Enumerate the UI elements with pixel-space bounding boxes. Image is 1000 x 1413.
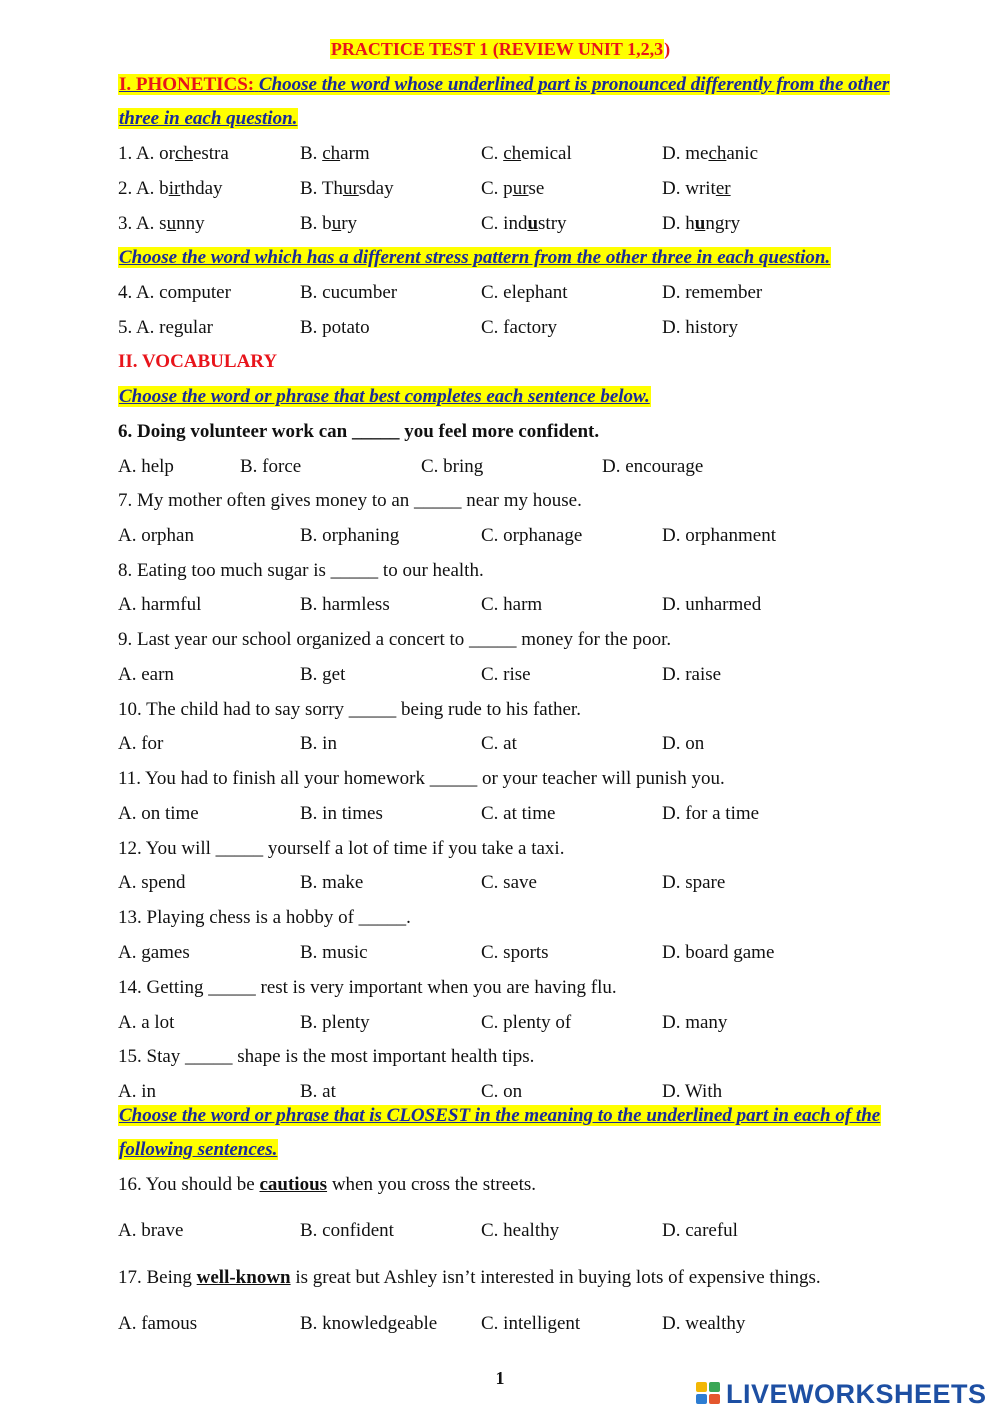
q1-c-underlined: ch bbox=[503, 143, 522, 164]
q3-b-pre: B. b bbox=[300, 213, 332, 234]
q17-option-a[interactable]: A. famous bbox=[118, 1313, 198, 1334]
phonetics-instruction-a: Choose the word whose underlined part is pronounced differently from the other bbox=[258, 74, 890, 95]
q16-option-a[interactable]: A. brave bbox=[118, 1220, 184, 1241]
q2-option-c[interactable] bbox=[481, 174, 544, 204]
q1-b-underlined: ch bbox=[322, 143, 341, 164]
q14-option-a[interactable]: A. a lot bbox=[118, 1012, 175, 1033]
q15-option-d[interactable]: D. With bbox=[662, 1081, 723, 1102]
q1-c-post: emical bbox=[521, 143, 572, 164]
q3-b-post: ry bbox=[341, 213, 358, 234]
q10-option-a[interactable]: A. for bbox=[118, 733, 164, 754]
q6-option-c[interactable]: C. bring bbox=[421, 456, 484, 477]
phonetics-instruction-line2-row bbox=[118, 104, 298, 134]
q14-stem: 14. Getting _____ rest is very important when you are having flu. bbox=[118, 977, 617, 998]
q11-option-c[interactable]: C. at time bbox=[481, 803, 556, 824]
q2-b-underlined: ur bbox=[342, 178, 359, 199]
q3-b-underlined: u bbox=[331, 213, 342, 234]
vocabulary-instruction-row bbox=[118, 382, 651, 412]
q3-option-b[interactable] bbox=[300, 209, 357, 239]
q7-option-c[interactable]: C. orphanage bbox=[481, 525, 583, 546]
q2-c-underlined: ur bbox=[512, 178, 529, 199]
q1-a-pre: 1. A. or bbox=[118, 143, 175, 164]
q9-option-d[interactable]: D. raise bbox=[662, 664, 722, 685]
liveworksheets-logo[interactable] bbox=[696, 1378, 996, 1410]
q13-option-c[interactable]: C. sports bbox=[481, 942, 549, 963]
q2-c-post: se bbox=[528, 178, 545, 199]
vocabulary-heading-row bbox=[118, 347, 277, 377]
q16-stem bbox=[118, 1170, 536, 1200]
q11-option-d[interactable]: D. for a time bbox=[662, 803, 760, 824]
q2-option-d[interactable] bbox=[662, 174, 731, 204]
q16-key-word: cautious bbox=[259, 1174, 328, 1195]
q10-stem: 10. The child had to say sorry _____ being rude to his father. bbox=[118, 699, 581, 720]
q8-option-b[interactable]: B. harmless bbox=[300, 594, 390, 615]
q12-option-b[interactable]: B. make bbox=[300, 872, 364, 893]
q17-stem-post: is great but Ashley isn’t interested in buying lots of expensive things. bbox=[290, 1267, 821, 1288]
q5-option-c[interactable]: C. factory bbox=[481, 317, 557, 338]
q4-option-b[interactable]: B. cucumber bbox=[300, 282, 398, 303]
q2-a-pre: 2. A. b bbox=[118, 178, 169, 199]
phonetics-instruction-b: three in each question. bbox=[119, 108, 298, 129]
closest-instruction-row2 bbox=[118, 1135, 278, 1165]
q3-d-post: ngry bbox=[705, 213, 741, 234]
q2-option-a[interactable] bbox=[118, 174, 223, 204]
q17-stem-pre: 17. Being bbox=[118, 1267, 197, 1288]
q8-option-c[interactable]: C. harm bbox=[481, 594, 543, 615]
phonetics-heading: I. PHONETICS: bbox=[119, 74, 255, 95]
q8-stem: 8. Eating too much sugar is _____ to our health. bbox=[118, 560, 484, 581]
q12-option-d[interactable]: D. spare bbox=[662, 872, 726, 893]
q3-a-pre: 3. A. s bbox=[118, 213, 167, 234]
q11-stem: 11. You had to finish all your homework _____ or your teacher will punish you. bbox=[118, 768, 725, 789]
q14-option-c[interactable]: C. plenty of bbox=[481, 1012, 572, 1033]
q1-option-b[interactable] bbox=[300, 139, 370, 169]
phonetics-heading-line bbox=[118, 70, 890, 100]
q15-option-b[interactable]: B. at bbox=[300, 1081, 336, 1102]
q16-stem-post: when you cross the streets. bbox=[327, 1174, 537, 1195]
q2-d-pre: D. writ bbox=[662, 178, 716, 199]
q11-option-b[interactable]: B. in times bbox=[300, 803, 383, 824]
q7-option-a[interactable]: A. orphan bbox=[118, 525, 194, 546]
q16-stem-pre: 16. You should be bbox=[118, 1174, 260, 1195]
q7-stem: 7. My mother often gives money to an _____ near my house. bbox=[118, 490, 582, 511]
q7-option-b[interactable]: B. orphaning bbox=[300, 525, 400, 546]
vocabulary-instruction: Choose the word or phrase that best completes each sentence below. bbox=[119, 386, 650, 407]
q5-option-a[interactable]: 5. A. regular bbox=[118, 317, 213, 338]
q2-a-post: thday bbox=[180, 178, 223, 199]
q15-stem: 15. Stay _____ shape is the most important health tips. bbox=[118, 1046, 535, 1067]
q6-stem: 6. Doing volunteer work can _____ you feel more confident. bbox=[118, 421, 600, 442]
q13-stem: 13. Playing chess is a hobby of _____. bbox=[118, 907, 411, 928]
q9-stem: 9. Last year our school organized a concert to _____ money for the poor. bbox=[118, 629, 672, 650]
q1-a-underlined: ch bbox=[175, 143, 193, 164]
closest-instruction-line-a: Choose the word or phrase that is CLOSEST in the meaning to the underlined part in each of the bbox=[119, 1105, 881, 1126]
q1-a-post: estra bbox=[192, 143, 229, 164]
q3-a-post: nny bbox=[176, 213, 205, 234]
q11-option-a[interactable]: A. on time bbox=[118, 803, 199, 824]
vocabulary-heading: II. VOCABULARY bbox=[118, 351, 278, 372]
q3-d-pre: D. h bbox=[662, 213, 695, 234]
q17-option-d[interactable]: D. wealthy bbox=[662, 1313, 746, 1334]
q10-option-d[interactable]: D. on bbox=[662, 733, 705, 754]
q6-option-d[interactable]: D. encourage bbox=[602, 456, 704, 477]
stress-instruction-row bbox=[118, 243, 831, 273]
page-title-text: PRACTICE TEST 1 (REVIEW UNIT 1,2,3 bbox=[330, 39, 664, 59]
q17-key-word: well-known bbox=[196, 1267, 291, 1288]
q3-a-underlined: u bbox=[166, 213, 177, 234]
q1-option-a[interactable] bbox=[118, 139, 229, 169]
closest-instruction-line-b: following sentences. bbox=[119, 1139, 278, 1160]
q12-option-c[interactable]: C. save bbox=[481, 872, 537, 893]
q3-option-c[interactable] bbox=[481, 209, 567, 239]
q13-option-d[interactable]: D. board game bbox=[662, 942, 775, 963]
q1-d-underlined: ch bbox=[708, 143, 727, 164]
q17-stem bbox=[118, 1263, 821, 1293]
q2-option-b[interactable] bbox=[300, 174, 394, 204]
q2-d-underlined: er bbox=[715, 178, 731, 199]
q5-option-b[interactable]: B. potato bbox=[300, 317, 370, 338]
stress-instruction: Choose the word which has a different stress pattern from the other three in each question. bbox=[119, 247, 831, 268]
page-number: 1 bbox=[495, 1368, 505, 1388]
q17-option-c[interactable]: C. intelligent bbox=[481, 1313, 581, 1334]
q1-option-c[interactable] bbox=[481, 139, 572, 169]
phonetics-instruction-line1 bbox=[118, 74, 890, 95]
q15-option-a[interactable]: A. in bbox=[118, 1081, 156, 1102]
q16-option-b[interactable]: B. confident bbox=[300, 1220, 394, 1241]
q13-option-b[interactable]: B. music bbox=[300, 942, 368, 963]
q1-b-post: arm bbox=[340, 143, 370, 164]
q3-option-d[interactable] bbox=[662, 209, 740, 239]
q2-a-underlined: ir bbox=[168, 178, 181, 199]
q15-option-c[interactable]: C. on bbox=[481, 1081, 523, 1102]
q4-option-a[interactable]: 4. A. computer bbox=[118, 282, 231, 303]
q3-option-a[interactable] bbox=[118, 209, 205, 239]
q4-option-c[interactable]: C. elephant bbox=[481, 282, 568, 303]
q14-option-b[interactable]: B. plenty bbox=[300, 1012, 370, 1033]
q10-option-c[interactable]: C. at bbox=[481, 733, 517, 754]
q7-option-d[interactable]: D. orphanment bbox=[662, 525, 776, 546]
q8-option-a[interactable]: A. harmful bbox=[118, 594, 202, 615]
q16-option-c[interactable]: C. healthy bbox=[481, 1220, 560, 1241]
q6-option-b[interactable]: B. force bbox=[240, 456, 302, 477]
q9-option-b[interactable]: B. get bbox=[300, 664, 346, 685]
q13-option-a[interactable]: A. games bbox=[118, 942, 190, 963]
q1-c-pre: C. bbox=[481, 143, 504, 164]
page-title-close: ) bbox=[664, 39, 671, 59]
q4-option-d[interactable]: D. remember bbox=[662, 282, 763, 303]
liveworksheets-brand-text: LIVEWORKSHEETS bbox=[726, 1379, 987, 1409]
q2-b-pre: B. Th bbox=[300, 178, 343, 199]
q1-d-post: anic bbox=[726, 143, 759, 164]
q2-b-post: sday bbox=[358, 178, 394, 199]
q16-option-d[interactable]: D. careful bbox=[662, 1220, 738, 1241]
q2-c-pre: C. p bbox=[481, 178, 513, 199]
q3-c-pre: C. ind bbox=[481, 213, 528, 234]
q5-option-d[interactable]: D. history bbox=[662, 317, 738, 338]
q10-option-b[interactable]: B. in bbox=[300, 733, 337, 754]
q17-option-b[interactable]: B. knowledgeable bbox=[300, 1313, 438, 1334]
liveworksheets-grid-icon bbox=[696, 1382, 722, 1406]
q12-option-a[interactable]: A. spend bbox=[118, 872, 186, 893]
q1-d-pre: D. me bbox=[662, 143, 709, 164]
q3-c-post: stry bbox=[538, 213, 567, 234]
q1-b-pre: B. bbox=[300, 143, 323, 164]
q9-option-c[interactable]: C. rise bbox=[481, 664, 531, 685]
page-title bbox=[0, 36, 1000, 62]
q8-option-d[interactable]: D. unharmed bbox=[662, 594, 762, 615]
q9-option-a[interactable]: A. earn bbox=[118, 664, 174, 685]
q12-stem: 12. You will _____ yourself a lot of time if you take a taxi. bbox=[118, 838, 565, 859]
q1-option-d[interactable] bbox=[662, 139, 758, 169]
q3-d-underlined: u bbox=[694, 213, 706, 234]
closest-instruction-row1 bbox=[118, 1101, 881, 1131]
q3-c-underlined: u bbox=[527, 213, 539, 234]
q6-option-a[interactable]: A. help bbox=[118, 456, 174, 477]
q14-option-d[interactable]: D. many bbox=[662, 1012, 728, 1033]
